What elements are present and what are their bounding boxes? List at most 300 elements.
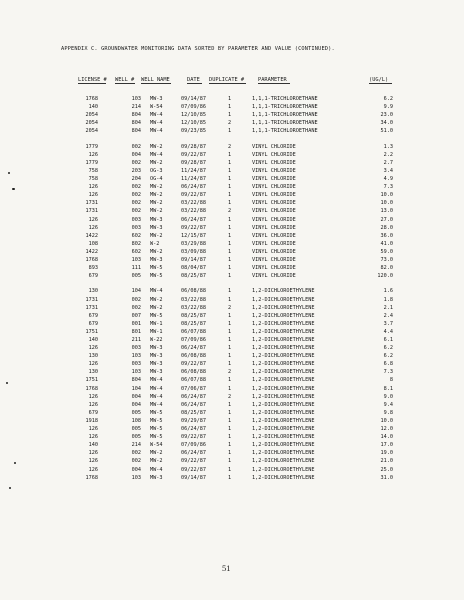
cell-well-name: OG-3 [150,167,163,174]
cell-duplicate: 1 [228,426,232,433]
cell-date: 09/14/87 [181,256,206,263]
cell-duplicate: 2 [228,369,232,376]
cell-well-name: MW-1 [150,328,163,335]
cell-value: 3.4 [383,167,393,174]
cell-parameter: 1,2-DICHLOROETHYLENE [252,474,315,481]
cell-date: 08/25/87 [181,273,206,280]
cell-date: 06/24/87 [181,426,206,433]
cell-well: 103 [131,256,141,263]
cell-date: 06/24/87 [181,184,206,191]
header-duplicate: DUPLICATE # [209,77,245,83]
cell-well-name: MW-3 [150,256,163,263]
table-row [0,320,464,328]
cell-well: 005 [131,426,141,433]
cell-duplicate: 1 [228,224,232,231]
cell-parameter: 1,1,1-TRICHLOROETHANE [252,104,318,111]
cell-license: 1779 [85,159,98,166]
cell-well-name: MW-2 [150,184,163,191]
table-row [0,232,464,240]
cell-license: 126 [88,393,98,400]
cell-parameter: 1,2-DICHLOROETHYLENE [252,337,315,343]
cell-well-name: MW-4 [150,151,163,158]
header-underline-units [369,83,392,84]
cell-duplicate: 1 [228,128,232,135]
cell-date: 03/22/88 [181,304,206,311]
cell-value: 2.2 [383,151,393,158]
cell-well-name: W-54 [150,104,163,111]
cell-license: 126 [88,192,98,199]
cell-parameter: 1,2-DICHLOROETHYLENE [252,401,315,408]
cell-duplicate: 1 [228,450,232,457]
cell-parameter: 1,2-DICHLOROETHYLENE [252,328,315,335]
scan-speck [6,382,8,384]
cell-well-name: MW-5 [150,426,163,433]
cell-well: 003 [131,216,141,223]
cell-duplicate: 1 [228,112,232,119]
cell-value: 82.0 [380,265,393,272]
cell-date: 03/09/88 [181,248,206,255]
appendix-title: APPENDIX C. GROUNDWATER MONITORING DATA SORTED BY PARAMETER AND VALUE (CONTINUED). [61,46,335,52]
cell-well: 804 [131,112,141,119]
cell-license: 130 [88,288,98,295]
cell-well-name: MW-5 [150,265,163,272]
cell-well-name: MW-3 [150,361,163,368]
cell-value: 73.0 [380,256,393,263]
cell-date: 06/07/88 [181,328,206,335]
cell-value: 9.8 [383,409,393,416]
cell-duplicate: 1 [228,200,232,207]
cell-license: 679 [88,320,98,327]
cell-value: 6.2 [383,96,393,102]
cell-well: 104 [131,385,141,392]
cell-duplicate: 1 [228,312,232,319]
cell-well: 007 [131,312,141,319]
cell-well-name: OG-4 [150,176,163,183]
cell-value: 2.1 [383,304,393,311]
table-row [0,474,464,482]
cell-duplicate: 1 [228,458,232,465]
cell-value: 7.3 [383,369,393,376]
cell-well: 214 [131,104,141,111]
cell-date: 07/09/86 [181,442,206,449]
cell-duplicate: 1 [228,192,232,199]
cell-date: 07/09/86 [181,104,206,111]
cell-value: 6.2 [383,353,393,360]
cell-well-name: MW-5 [150,312,163,319]
cell-well: 002 [131,450,141,457]
cell-parameter: 1,2-DICHLOROETHYLENE [252,434,315,441]
cell-well-name: MW-3 [150,369,163,376]
header-underline-license [78,83,106,84]
cell-well-name: MW-4 [150,112,163,119]
scan-speck [12,188,15,190]
header-underline-well-name [141,83,171,84]
cell-parameter: VINYL CHLORIDE [252,265,296,272]
cell-license: 1751 [85,377,98,384]
table-row [0,224,464,232]
cell-license: 1779 [85,143,98,150]
cell-parameter: VINYL CHLORIDE [252,184,296,191]
table-row [0,216,464,224]
cell-value: 1.8 [383,296,393,303]
parameter-group [0,143,464,281]
cell-well-name: MW-2 [150,208,163,215]
cell-duplicate: 1 [228,353,232,360]
cell-well: 804 [131,120,141,127]
cell-well-name: MW-2 [150,200,163,207]
cell-parameter: 1,1,1-TRICHLOROETHANE [252,96,318,102]
cell-date: 03/22/88 [181,296,206,303]
table-row [0,393,464,401]
cell-value: 36.0 [380,232,393,239]
cell-value: 120.0 [377,273,393,280]
cell-parameter: VINYL CHLORIDE [252,248,296,255]
cell-well: 804 [131,128,141,135]
cell-well: 005 [131,409,141,416]
cell-well: 005 [131,273,141,280]
cell-duplicate: 1 [228,385,232,392]
cell-well-name: MW-2 [150,304,163,311]
cell-license: 2054 [85,128,98,135]
cell-date: 09/22/87 [181,361,206,368]
cell-duplicate: 2 [228,304,232,311]
cell-license: 1768 [85,474,98,481]
cell-parameter: 1,2-DICHLOROETHYLENE [252,466,315,473]
cell-well: 103 [131,96,141,102]
cell-license: 1768 [85,256,98,263]
table-row [0,441,464,449]
cell-well-name: MW-4 [150,128,163,135]
cell-well-name: W-2 [150,240,160,247]
cell-license: 126 [88,345,98,352]
cell-value: 13.0 [380,208,393,215]
cell-parameter: 1,2-DICHLOROETHYLENE [252,353,315,360]
cell-date: 09/14/87 [181,474,206,481]
cell-well-name: MW-1 [150,320,163,327]
cell-parameter: 1,2-DICHLOROETHYLENE [252,361,315,368]
cell-duplicate: 1 [228,401,232,408]
cell-date: 09/22/87 [181,151,206,158]
cell-value: 8 [389,377,393,384]
cell-well: 802 [131,240,141,247]
table-row [0,256,464,264]
cell-value: 9.4 [383,401,393,408]
cell-well-name: MW-3 [150,216,163,223]
cell-well-name: MW-4 [150,393,163,400]
cell-well-name: MW-4 [150,120,163,127]
cell-date: 03/22/88 [181,208,206,215]
table-row [0,248,464,256]
header-date: DATE [187,77,200,83]
cell-parameter: VINYL CHLORIDE [252,176,296,183]
cell-value: 6.2 [383,345,393,352]
table-row [0,127,464,135]
cell-value: 9.0 [383,393,393,400]
cell-value: 19.0 [380,450,393,457]
table-row [0,175,464,183]
cell-duplicate: 1 [228,442,232,449]
table-row [0,312,464,320]
cell-date: 06/07/88 [181,377,206,384]
cell-value: 10.0 [380,192,393,199]
cell-well: 002 [131,200,141,207]
cell-duplicate: 1 [228,216,232,223]
cell-value: 2.7 [383,159,393,166]
cell-license: 126 [88,216,98,223]
cell-parameter: VINYL CHLORIDE [252,167,296,174]
cell-value: 59.0 [380,248,393,255]
cell-duplicate: 2 [228,393,232,400]
cell-value: 7.3 [383,184,393,191]
cell-value: 51.0 [380,128,393,135]
cell-value: 1.3 [383,143,393,150]
header-underline-date [187,83,202,84]
table-row [0,417,464,425]
cell-license: 758 [88,167,98,174]
cell-parameter: 1,2-DICHLOROETHYLENE [252,296,315,303]
cell-parameter: 1,2-DICHLOROETHYLENE [252,426,315,433]
cell-parameter: VINYL CHLORIDE [252,200,296,207]
cell-well-name: MW-2 [150,143,163,150]
cell-well-name: MW-2 [150,450,163,457]
cell-parameter: VINYL CHLORIDE [252,208,296,215]
cell-well: 005 [131,434,141,441]
cell-well-name: W-54 [150,442,163,449]
table-row [0,287,464,295]
table-row [0,95,464,103]
cell-date: 12/10/85 [181,120,206,127]
cell-parameter: 1,1,1-TRICHLOROETHANE [252,128,318,135]
table-row [0,376,464,384]
cell-parameter: VINYL CHLORIDE [252,143,296,150]
cell-license: 1768 [85,96,98,102]
cell-duplicate: 1 [228,248,232,255]
cell-well: 801 [131,328,141,335]
header-underline-well [115,83,135,84]
table-row [0,360,464,368]
cell-well: 002 [131,296,141,303]
table-row [0,159,464,167]
cell-parameter: 1,2-DICHLOROETHYLENE [252,345,315,352]
cell-value: 1.6 [383,288,393,295]
cell-well-name: MW-4 [150,385,163,392]
cell-well: 002 [131,458,141,465]
cell-license: 2054 [85,120,98,127]
cell-date: 06/24/87 [181,345,206,352]
cell-date: 12/10/85 [181,112,206,119]
cell-duplicate: 1 [228,345,232,352]
table-row [0,207,464,215]
cell-well: 004 [131,393,141,400]
cell-duplicate: 1 [228,167,232,174]
cell-parameter: 1,2-DICHLOROETHYLENE [252,385,315,392]
cell-value: 10.0 [380,417,393,424]
page-number: 51 [222,563,231,573]
cell-parameter: VINYL CHLORIDE [252,216,296,223]
header-parameter: PARAMETER [258,77,287,83]
cell-duplicate: 1 [228,361,232,368]
data-table-body [0,95,464,489]
cell-well: 004 [131,151,141,158]
cell-date: 07/06/87 [181,385,206,392]
cell-parameter: VINYL CHLORIDE [252,192,296,199]
cell-well-name: MW-2 [150,248,163,255]
cell-well: 103 [131,369,141,376]
cell-well-name: MW-3 [150,224,163,231]
cell-value: 21.0 [380,458,393,465]
cell-duplicate: 1 [228,288,232,295]
cell-duplicate: 1 [228,151,232,158]
cell-date: 11/24/87 [181,176,206,183]
cell-license: 126 [88,458,98,465]
cell-license: 1731 [85,208,98,215]
cell-well-name: MW-5 [150,434,163,441]
table-row [0,344,464,352]
cell-value: 12.0 [380,426,393,433]
cell-well-name: MW-4 [150,401,163,408]
cell-duplicate: 1 [228,337,232,343]
cell-well-name: W-22 [150,337,163,343]
cell-value: 6.8 [383,361,393,368]
cell-well: 204 [131,176,141,183]
cell-date: 09/22/87 [181,458,206,465]
table-row [0,336,464,344]
cell-duplicate: 1 [228,256,232,263]
cell-license: 140 [88,337,98,343]
table-row [0,409,464,417]
cell-well-name: MW-3 [150,345,163,352]
table-row [0,328,464,336]
cell-duplicate: 2 [228,143,232,150]
cell-well-name: MW-5 [150,273,163,280]
cell-date: 09/28/87 [181,159,206,166]
cell-well: 804 [131,377,141,384]
cell-license: 1731 [85,296,98,303]
cell-license: 108 [88,240,98,247]
cell-license: 1422 [85,248,98,255]
cell-value: 25.0 [380,466,393,473]
cell-value: 31.0 [380,474,393,481]
cell-license: 758 [88,176,98,183]
table-row [0,191,464,199]
header-well-name: WELL NAME [141,77,170,83]
table-row [0,296,464,304]
table-row [0,240,464,248]
cell-well-name: MW-2 [150,296,163,303]
cell-license: 126 [88,450,98,457]
cell-license: 140 [88,442,98,449]
cell-well: 104 [131,288,141,295]
header-license: LICENSE # [78,77,107,83]
cell-value: 4.4 [383,328,393,335]
cell-well: 003 [131,361,141,368]
cell-duplicate: 1 [228,409,232,416]
cell-date: 03/29/88 [181,240,206,247]
cell-well: 002 [131,192,141,199]
cell-well-name: MW-5 [150,409,163,416]
cell-date: 09/29/87 [181,417,206,424]
cell-parameter: VINYL CHLORIDE [252,232,296,239]
cell-value: 34.0 [380,120,393,127]
cell-well: 103 [131,474,141,481]
cell-parameter: 1,2-DICHLOROETHYLENE [252,288,315,295]
table-row [0,111,464,119]
cell-well: 211 [131,337,141,343]
table-row [0,167,464,175]
cell-date: 03/22/88 [181,200,206,207]
table-row [0,151,464,159]
cell-date: 06/08/88 [181,353,206,360]
cell-value: 9.9 [383,104,393,111]
cell-parameter: 1,2-DICHLOROETHYLENE [252,320,315,327]
cell-license: 1731 [85,200,98,207]
cell-date: 06/08/88 [181,288,206,295]
cell-parameter: VINYL CHLORIDE [252,273,296,280]
scan-speck [9,487,11,489]
cell-well: 602 [131,248,141,255]
cell-well: 108 [131,417,141,424]
cell-well-name: MW-3 [150,353,163,360]
cell-duplicate: 1 [228,104,232,111]
scan-speck [8,172,10,174]
cell-value: 23.0 [380,112,393,119]
cell-well: 002 [131,159,141,166]
cell-well-name: MW-4 [150,466,163,473]
cell-duplicate: 1 [228,240,232,247]
cell-well-name: MW-2 [150,458,163,465]
cell-well-name: MW-2 [150,159,163,166]
cell-well-name: MW-2 [150,232,163,239]
cell-date: 09/22/87 [181,224,206,231]
cell-duplicate: 1 [228,296,232,303]
cell-duplicate: 1 [228,184,232,191]
cell-well: 602 [131,232,141,239]
cell-duplicate: 1 [228,474,232,481]
header-well: WELL # [115,77,135,83]
cell-parameter: 1,2-DICHLOROETHYLENE [252,312,315,319]
cell-well: 001 [131,320,141,327]
cell-value: 28.0 [380,224,393,231]
cell-duplicate: 2 [228,120,232,127]
table-row [0,272,464,280]
cell-well-name: MW-2 [150,192,163,199]
table-row [0,183,464,191]
cell-value: 3.7 [383,320,393,327]
cell-license: 126 [88,426,98,433]
cell-duplicate: 1 [228,232,232,239]
header-underline-parameter [258,83,290,84]
cell-license: 679 [88,409,98,416]
cell-license: 679 [88,312,98,319]
cell-duplicate: 1 [228,265,232,272]
cell-parameter: 1,2-DICHLOROETHYLENE [252,393,315,400]
cell-well: 203 [131,167,141,174]
cell-license: 1422 [85,232,98,239]
cell-date: 09/22/87 [181,434,206,441]
cell-well: 003 [131,345,141,352]
table-row [0,143,464,151]
cell-value: 41.0 [380,240,393,247]
table-row [0,401,464,409]
cell-parameter: 1,2-DICHLOROETHYLENE [252,409,315,416]
cell-license: 893 [88,265,98,272]
cell-date: 09/28/87 [181,143,206,150]
cell-date: 08/25/87 [181,312,206,319]
cell-well: 004 [131,401,141,408]
cell-duplicate: 1 [228,377,232,384]
cell-license: 2054 [85,112,98,119]
cell-duplicate: 1 [228,320,232,327]
